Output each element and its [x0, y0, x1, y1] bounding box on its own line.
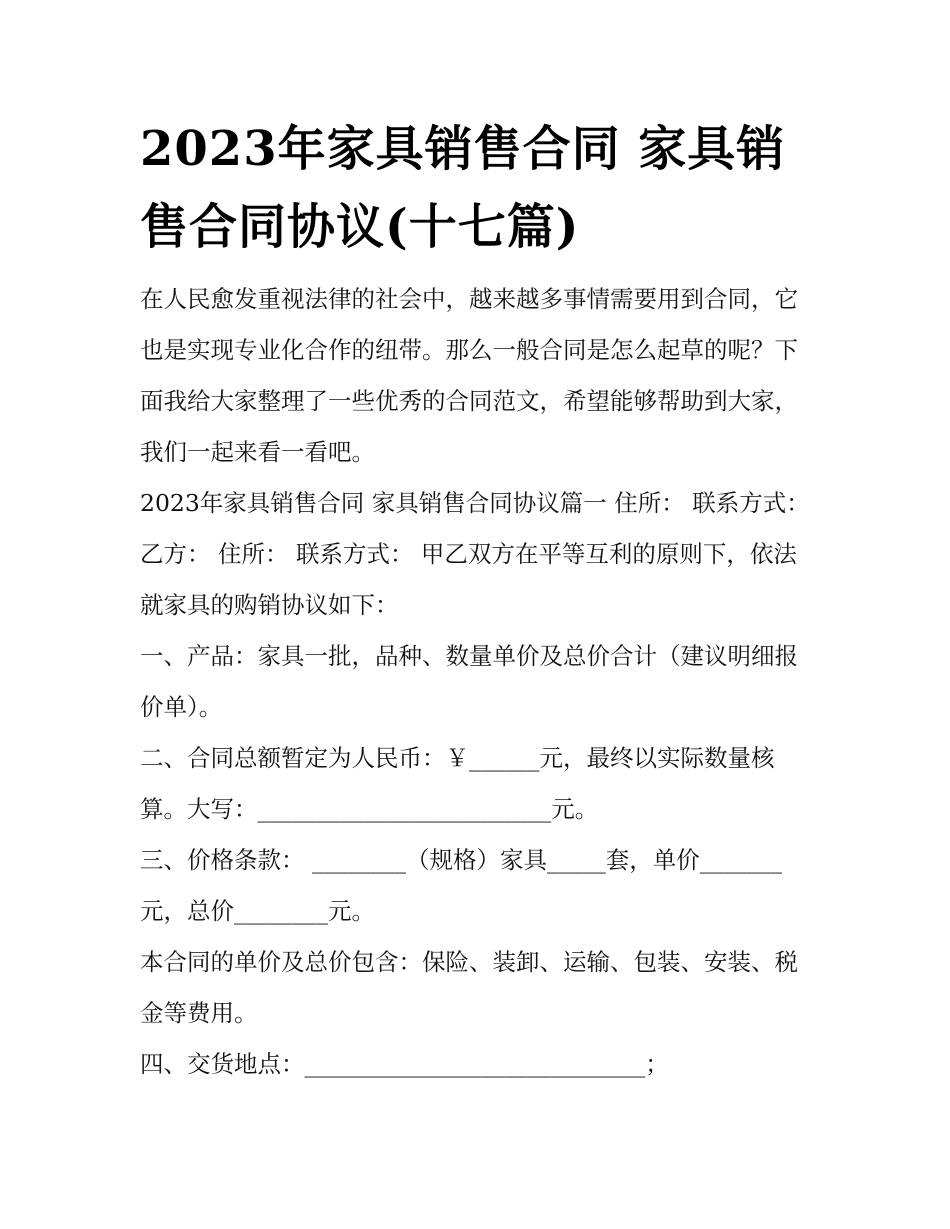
- document-body: [140, 274, 820, 1090]
- clause-total-amount: 二、合同总额暂定为人民币：￥______元，最终以实际数量核算。大写：_________________________元。: [140, 744, 775, 823]
- document-title: 2023年家具销售合同 家具销售合同协议(十七篇): [140, 121, 786, 255]
- clause-price-terms: 三、价格条款： ________（规格）家具_____套，单价_______元，总价________元。: [140, 846, 782, 925]
- intro-paragraph: 在人民愈发重视法律的社会中，越来越多事情需要用到合同，它也是实现专业化合作的纽带。那么一般合同是怎么起草的呢？下面我给大家整理了一些优秀的合同范文，希望能够帮助到大家，我们一起来看一看吧。: [140, 285, 798, 466]
- price-inclusion-paragraph: 本合同的单价及总价包含：保险、装卸、运输、包装、安装、税金等费用。: [140, 948, 798, 1027]
- clause-product: 一、产品：家具一批，品种、数量单价及总价合计（建议明细报价单）。: [140, 642, 798, 721]
- clause-delivery-location: 四、交货地点：_____________________________；: [140, 1050, 669, 1078]
- parties-paragraph: 2023年家具销售合同 家具销售合同协议篇一 住所： 联系方式： 乙方： 住所： 联系方式： 甲乙双方在平等互利的原则下，依法就家具的购销协议如下：: [140, 489, 810, 619]
